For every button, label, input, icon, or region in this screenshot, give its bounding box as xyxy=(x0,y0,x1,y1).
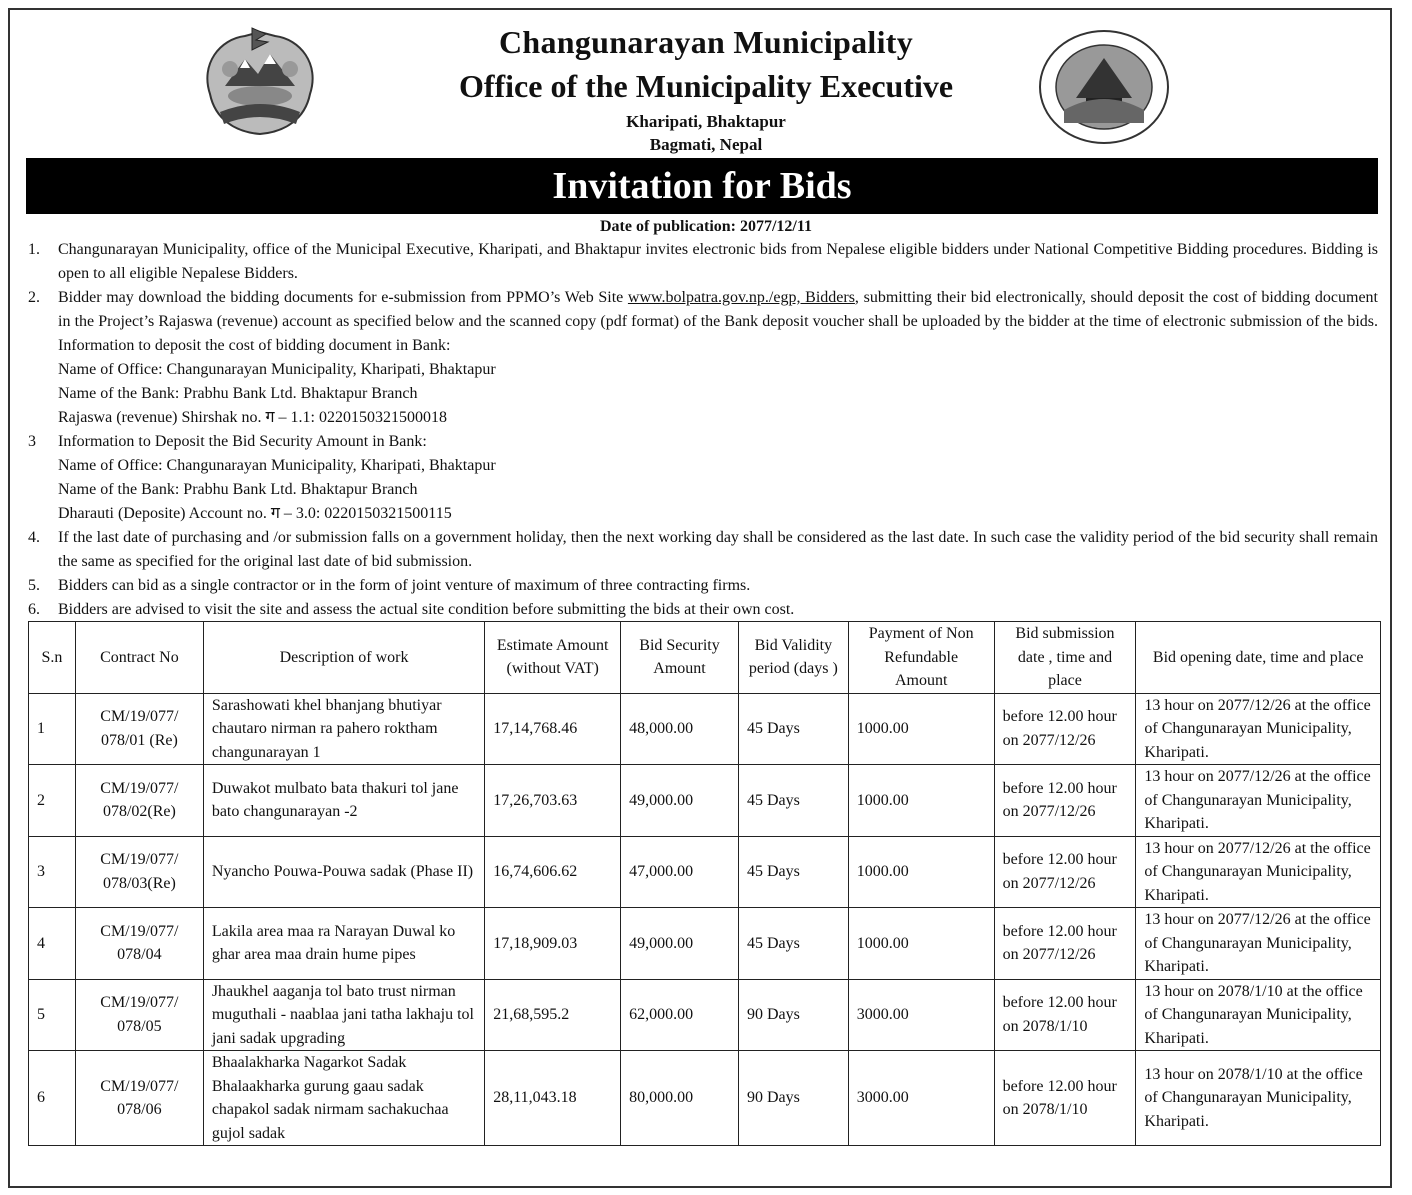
table-row xyxy=(29,979,1381,1051)
publication-date: Date of publication: 2077/12/11 xyxy=(599,218,812,235)
address-line1: Kharipati, Bhaktapur xyxy=(626,112,786,131)
cell-submission: before 12.00 hour on 2077/12/26 xyxy=(994,765,1136,837)
account-info: Dharauti (Deposite) Account no. ग – 3.0: 0220150321500115 xyxy=(58,505,452,522)
cell-validity: 45 Days xyxy=(738,693,848,765)
clause-2 xyxy=(28,286,1378,358)
cell-sn: 5 xyxy=(29,979,76,1051)
cell-contract-no: CM/19/077/ 078/01 (Re) xyxy=(75,693,203,765)
clause-text: Changunarayan Municipality, office of the Municipal Executive, Kharipati, and Bhaktapur invites electronic bids from Nepalese eligible bidders under National Competitive Bidding procedures. Bidding is open to all eligible Nepalese Bidders. xyxy=(58,241,1378,282)
clause-number: 2. xyxy=(28,289,40,306)
cell-sn: 6 xyxy=(29,1051,76,1146)
clause-3 xyxy=(28,430,1378,454)
cell-payment: 1000.00 xyxy=(848,765,994,837)
cell-description: Jhaukhel aaganja tol bato trust nirman muguthali - naablaa jani tatha lakhaju tol jani sadak upgrading xyxy=(203,979,484,1051)
cell-submission: before 12.00 hour on 2078/1/10 xyxy=(994,979,1136,1051)
cell-description: Bhaalakharka Nagarkot Sadak Bhalaakharka gurung gaau sadak chapakol sadak nirmam sachakuchaa gujol sadak xyxy=(203,1051,484,1146)
bids-table xyxy=(28,621,1381,1146)
header-opening: Bid opening date, time and place xyxy=(1136,622,1381,694)
cell-opening: 13 hour on 2077/12/26 at the office of Changunarayan Municipality, Kharipati. xyxy=(1136,908,1381,980)
cell-opening: 13 hour on 2077/12/26 at the office of Changunarayan Municipality, Kharipati. xyxy=(1136,765,1381,837)
cell-bid-security: 48,000.00 xyxy=(621,693,739,765)
cell-contract-no: CM/19/077/ 078/03(Re) xyxy=(75,836,203,908)
cell-bid-security: 47,000.00 xyxy=(621,836,739,908)
cell-contract-no: CM/19/077/ 078/06 xyxy=(75,1051,203,1146)
clause-text: Information to Deposit the Bid Security Amount in Bank: xyxy=(58,433,427,450)
cell-payment: 3000.00 xyxy=(848,979,994,1051)
bank-info: Name of the Bank: Prabhu Bank Ltd. Bhaktapur Branch xyxy=(58,385,418,402)
municipality-seal-icon xyxy=(1036,28,1172,146)
bank-info: Name of the Bank: Prabhu Bank Ltd. Bhaktapur Branch xyxy=(58,481,418,498)
cell-estimate: 17,26,703.63 xyxy=(485,765,621,837)
cell-submission: before 12.00 hour on 2078/1/10 xyxy=(994,1051,1136,1146)
header-bid-security: Bid Security Amount xyxy=(621,622,739,694)
header-validity: Bid Validity period (days ) xyxy=(738,622,848,694)
cell-estimate: 21,68,595.2 xyxy=(485,979,621,1051)
clause-number: 6. xyxy=(28,601,40,618)
clause-number: 4. xyxy=(28,529,40,546)
cell-opening: 13 hour on 2077/12/26 at the office of Changunarayan Municipality, Kharipati. xyxy=(1136,836,1381,908)
header-estimate: Estimate Amount (without VAT) xyxy=(485,622,621,694)
cell-bid-security: 49,000.00 xyxy=(621,765,739,837)
cell-description: Nyancho Pouwa-Pouwa sadak (Phase II) xyxy=(203,836,484,908)
table-row xyxy=(29,1051,1381,1146)
header-payment: Payment of Non Refundable Amount xyxy=(848,622,994,694)
clause-number: 1. xyxy=(28,241,40,258)
cell-submission: before 12.00 hour on 2077/12/26 xyxy=(994,908,1136,980)
clause-6 xyxy=(28,598,1378,622)
cell-contract-no: CM/19/077/ 078/05 xyxy=(75,979,203,1051)
clause-text: Bidders are advised to visit the site and assess the actual site condition before submitting the bids at their own cost. xyxy=(58,601,795,618)
table-row xyxy=(29,693,1381,765)
address-line2: Bagmati, Nepal xyxy=(649,135,763,154)
clause-text: Bidder may download the bidding documents for e-submission from PPMO’s Web Site xyxy=(58,289,628,306)
cell-estimate: 17,18,909.03 xyxy=(485,908,621,980)
cell-description: Lakila area maa ra Narayan Duwal ko ghar area maa drain hume pipes xyxy=(203,908,484,980)
header-sn: S.n xyxy=(29,622,76,694)
table-row xyxy=(29,765,1381,837)
table-row xyxy=(29,908,1381,980)
org-name: Changunarayan Municipality xyxy=(498,24,914,60)
cell-sn: 3 xyxy=(29,836,76,908)
cell-bid-security: 80,000.00 xyxy=(621,1051,739,1146)
cell-opening: 13 hour on 2078/1/10 at the office of Changunarayan Municipality, Kharipati. xyxy=(1136,1051,1381,1146)
clause-5 xyxy=(28,574,1378,598)
cell-estimate: 17,14,768.46 xyxy=(485,693,621,765)
banner-title: Invitation for Bids xyxy=(26,158,1378,214)
clause-1 xyxy=(28,238,1378,286)
header-contract-no: Contract No xyxy=(75,622,203,694)
cell-description: Sarashowati khel bhanjang bhutiyar chautaro nirman ra pahero roktham changunarayan 1 xyxy=(203,693,484,765)
clause-4 xyxy=(28,526,1378,574)
cell-bid-security: 49,000.00 xyxy=(621,908,739,980)
cell-submission: before 12.00 hour on 2077/12/26 xyxy=(994,693,1136,765)
office-info: Name of Office: Changunarayan Municipality, Kharipati, Bhaktapur xyxy=(58,361,496,378)
cell-payment: 1000.00 xyxy=(848,693,994,765)
clause-text: Bidders can bid as a single contractor or in the form of joint venture of maximum of three contracting firms. xyxy=(58,577,751,594)
ppmo-website-link[interactable]: www.bolpatra.gov.np./egp, Bidders xyxy=(627,289,855,306)
office-name: Office of the Municipality Executive xyxy=(458,68,954,104)
clause-text: If the last date of purchasing and /or submission falls on a government holiday, then the next working day shall be considered as the last date. In such case the validity period of the bid security shall remain the same as specified for the original last date of bid submission. xyxy=(58,529,1378,570)
cell-sn: 1 xyxy=(29,693,76,765)
cell-bid-security: 62,000.00 xyxy=(621,979,739,1051)
cell-payment: 1000.00 xyxy=(848,908,994,980)
clause-number: 5. xyxy=(28,577,40,594)
cell-validity: 45 Days xyxy=(738,908,848,980)
letterhead xyxy=(0,0,1412,160)
header-description: Description of work xyxy=(203,622,484,694)
cell-validity: 45 Days xyxy=(738,765,848,837)
table-row xyxy=(29,836,1381,908)
office-info: Name of Office: Changunarayan Municipality, Kharipati, Bhaktapur xyxy=(58,457,496,474)
account-info: Rajaswa (revenue) Shirshak no. ग – 1.1: 0220150321500018 xyxy=(58,409,447,426)
cell-sn: 2 xyxy=(29,765,76,837)
cell-payment: 3000.00 xyxy=(848,1051,994,1146)
cell-sn: 4 xyxy=(29,908,76,980)
header-submission: Bid submission date , time and place xyxy=(994,622,1136,694)
clause-text: , submitting their bid electronically, should deposit the cost of bidding document in the Project’s Rajaswa (revenue) account as specified below and the scanned copy (pdf format) of the Bank deposit voucher shall be uploaded by the bidder at the time of electronic submission of the bids. Information to deposit the cost of bidding document in Bank: xyxy=(58,289,1379,354)
cell-validity: 45 Days xyxy=(738,836,848,908)
notice-body xyxy=(28,238,1378,622)
cell-estimate: 16,74,606.62 xyxy=(485,836,621,908)
cell-submission: before 12.00 hour on 2077/12/26 xyxy=(994,836,1136,908)
cell-contract-no: CM/19/077/ 078/02(Re) xyxy=(75,765,203,837)
cell-contract-no: CM/19/077/ 078/04 xyxy=(75,908,203,980)
cell-estimate: 28,11,043.18 xyxy=(485,1051,621,1146)
cell-validity: 90 Days xyxy=(738,1051,848,1146)
table-header-row xyxy=(29,622,1381,694)
cell-description: Duwakot mulbato bata thakuri tol jane bato changunarayan -2 xyxy=(203,765,484,837)
cell-opening: 13 hour on 2077/12/26 at the office of Changunarayan Municipality, Kharipati. xyxy=(1136,693,1381,765)
cell-payment: 1000.00 xyxy=(848,836,994,908)
cell-validity: 90 Days xyxy=(738,979,848,1051)
cell-opening: 13 hour on 2078/1/10 at the office of Changunarayan Municipality, Kharipati. xyxy=(1136,979,1381,1051)
clause-number: 3 xyxy=(28,433,36,450)
